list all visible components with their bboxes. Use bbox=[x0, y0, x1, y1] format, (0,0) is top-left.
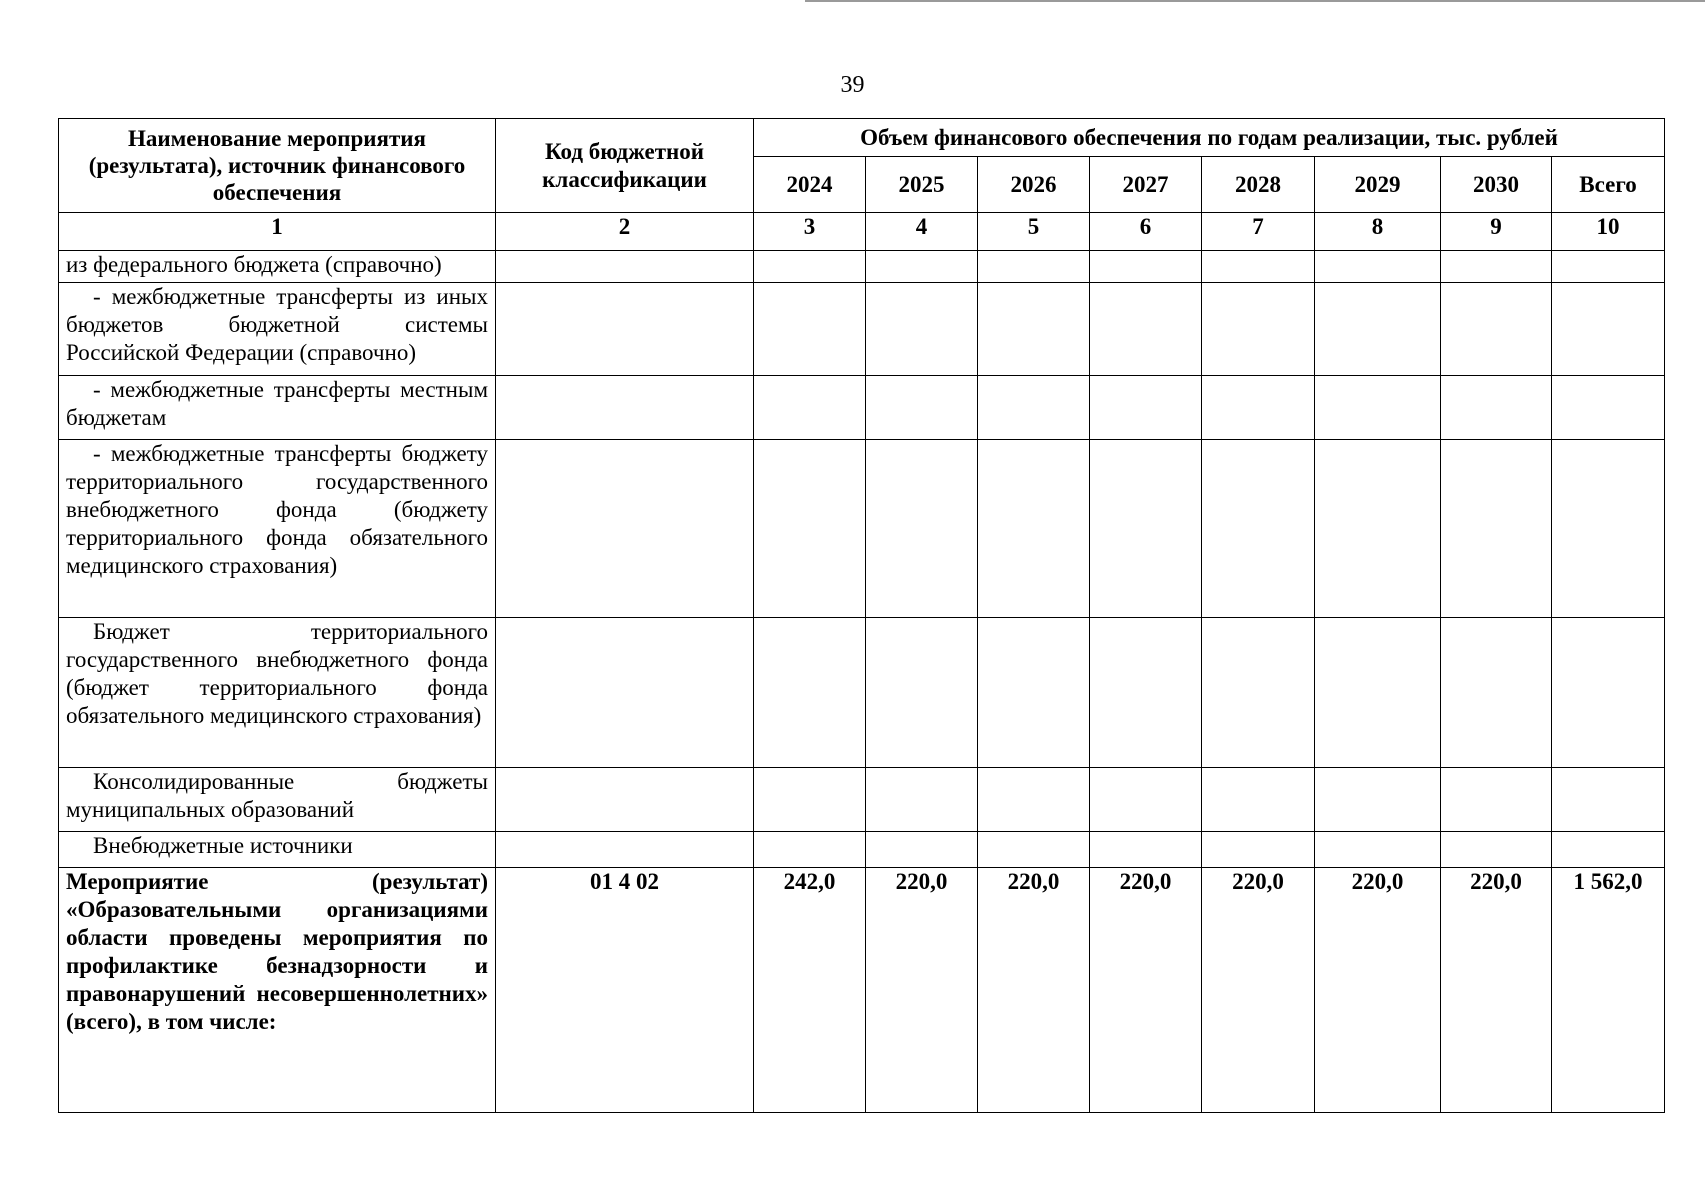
row-value bbox=[866, 440, 978, 618]
column-number: 5 bbox=[978, 213, 1090, 251]
financing-table bbox=[58, 118, 1665, 1113]
row-value: 220,0 bbox=[978, 868, 1090, 1113]
row-value bbox=[1441, 376, 1552, 440]
row-code bbox=[496, 376, 754, 440]
row-value: 220,0 bbox=[1441, 868, 1552, 1113]
row-value: 220,0 bbox=[1315, 868, 1441, 1113]
header-year: 2029 bbox=[1315, 157, 1441, 213]
row-code bbox=[496, 251, 754, 283]
row-value bbox=[1202, 768, 1315, 832]
row-value bbox=[1090, 283, 1202, 376]
row-code bbox=[496, 618, 754, 768]
column-number: 10 bbox=[1552, 213, 1665, 251]
row-value bbox=[978, 768, 1090, 832]
header-year: 2030 bbox=[1441, 157, 1552, 213]
row-value bbox=[1315, 618, 1441, 768]
row-value bbox=[1202, 618, 1315, 768]
row-value bbox=[1315, 376, 1441, 440]
row-value bbox=[1090, 376, 1202, 440]
header-volume: Объем финансового обеспечения по годам реализации, тыс. рублей bbox=[754, 119, 1665, 157]
table-row bbox=[59, 618, 1665, 768]
row-name: - межбюджетные трансферты бюджету территориального государственного внебюджетного фонда (бюджету территориального фонда обязательного медицинского страхования) bbox=[59, 440, 496, 618]
column-number: 2 bbox=[496, 213, 754, 251]
row-value bbox=[1315, 768, 1441, 832]
row-value bbox=[1202, 283, 1315, 376]
row-name: - межбюджетные трансферты из иных бюджетов бюджетной системы Российской Федерации (справочно) bbox=[59, 283, 496, 376]
row-value bbox=[1552, 283, 1665, 376]
row-value bbox=[978, 440, 1090, 618]
column-number: 8 bbox=[1315, 213, 1441, 251]
row-value bbox=[1441, 768, 1552, 832]
header-year: 2028 bbox=[1202, 157, 1315, 213]
row-value bbox=[1315, 832, 1441, 868]
row-value bbox=[1202, 251, 1315, 283]
row-value bbox=[1441, 618, 1552, 768]
row-value bbox=[1315, 440, 1441, 618]
row-value bbox=[754, 768, 866, 832]
row-value bbox=[754, 618, 866, 768]
row-value bbox=[978, 376, 1090, 440]
page-number: 39 bbox=[840, 72, 865, 98]
row-value bbox=[866, 376, 978, 440]
row-name: - межбюджетные трансферты местным бюджетам bbox=[59, 376, 496, 440]
row-value: 220,0 bbox=[1202, 868, 1315, 1113]
row-value bbox=[1441, 832, 1552, 868]
table-row bbox=[59, 251, 1665, 283]
row-value: 242,0 bbox=[754, 868, 866, 1113]
row-value bbox=[1090, 440, 1202, 618]
row-value bbox=[866, 251, 978, 283]
table-row bbox=[59, 768, 1665, 832]
row-code bbox=[496, 768, 754, 832]
top-rule bbox=[805, 0, 1705, 2]
row-value bbox=[1441, 251, 1552, 283]
row-value bbox=[1202, 832, 1315, 868]
row-value bbox=[1552, 251, 1665, 283]
row-value bbox=[1552, 440, 1665, 618]
row-value bbox=[1090, 768, 1202, 832]
row-value: 220,0 bbox=[866, 868, 978, 1113]
row-value bbox=[754, 832, 866, 868]
column-number-row bbox=[59, 213, 1665, 251]
row-value bbox=[1202, 376, 1315, 440]
row-value bbox=[1441, 283, 1552, 376]
row-value bbox=[1315, 251, 1441, 283]
row-value bbox=[1552, 768, 1665, 832]
row-name: Внебюджетные источники bbox=[59, 832, 496, 868]
row-value bbox=[866, 832, 978, 868]
column-number: 4 bbox=[866, 213, 978, 251]
row-value bbox=[978, 832, 1090, 868]
header-year: 2027 bbox=[1090, 157, 1202, 213]
row-value bbox=[866, 283, 978, 376]
column-number: 3 bbox=[754, 213, 866, 251]
row-value bbox=[1552, 618, 1665, 768]
column-number: 6 bbox=[1090, 213, 1202, 251]
table-row bbox=[59, 832, 1665, 868]
row-value bbox=[978, 251, 1090, 283]
header-year: 2026 bbox=[978, 157, 1090, 213]
row-value bbox=[1090, 618, 1202, 768]
row-name: Мероприятие (результат) «Образовательными организациями области проведены мероприятия по профилактике безнадзорности и правонарушений несовершеннолетних» (всего), в том числе: bbox=[59, 868, 496, 1113]
row-value: 1 562,0 bbox=[1552, 868, 1665, 1113]
header-year: 2025 bbox=[866, 157, 978, 213]
table-row bbox=[59, 440, 1665, 618]
row-value: 220,0 bbox=[1090, 868, 1202, 1113]
row-name: Бюджет территориального государственного внебюджетного фонда (бюджет территориального фонда обязательного медицинского страхования) bbox=[59, 618, 496, 768]
row-name: Консолидированные бюджеты муниципальных образований bbox=[59, 768, 496, 832]
header-code: Код бюджетной классификации bbox=[496, 119, 754, 213]
column-number: 1 bbox=[59, 213, 496, 251]
row-value bbox=[866, 768, 978, 832]
row-value bbox=[1090, 832, 1202, 868]
row-value bbox=[754, 283, 866, 376]
row-value bbox=[754, 251, 866, 283]
column-number: 7 bbox=[1202, 213, 1315, 251]
row-value bbox=[978, 618, 1090, 768]
row-value bbox=[754, 440, 866, 618]
row-value bbox=[866, 618, 978, 768]
table-row bbox=[59, 376, 1665, 440]
row-value bbox=[1090, 251, 1202, 283]
row-value bbox=[1441, 440, 1552, 618]
row-code bbox=[496, 832, 754, 868]
row-code bbox=[496, 440, 754, 618]
header-total: Всего bbox=[1552, 157, 1665, 213]
header-year: 2024 bbox=[754, 157, 866, 213]
row-value bbox=[754, 376, 866, 440]
table-row bbox=[59, 283, 1665, 376]
row-value bbox=[1315, 283, 1441, 376]
row-value bbox=[1202, 440, 1315, 618]
column-number: 9 bbox=[1441, 213, 1552, 251]
header-name: Наименование мероприятия (результата), источник финансового обеспечения bbox=[59, 119, 496, 213]
table-row bbox=[59, 868, 1665, 1113]
row-name: из федерального бюджета (справочно) bbox=[59, 251, 496, 283]
row-value bbox=[1552, 832, 1665, 868]
row-code: 01 4 02 bbox=[496, 868, 754, 1113]
row-value bbox=[978, 283, 1090, 376]
row-value bbox=[1552, 376, 1665, 440]
row-code bbox=[496, 283, 754, 376]
